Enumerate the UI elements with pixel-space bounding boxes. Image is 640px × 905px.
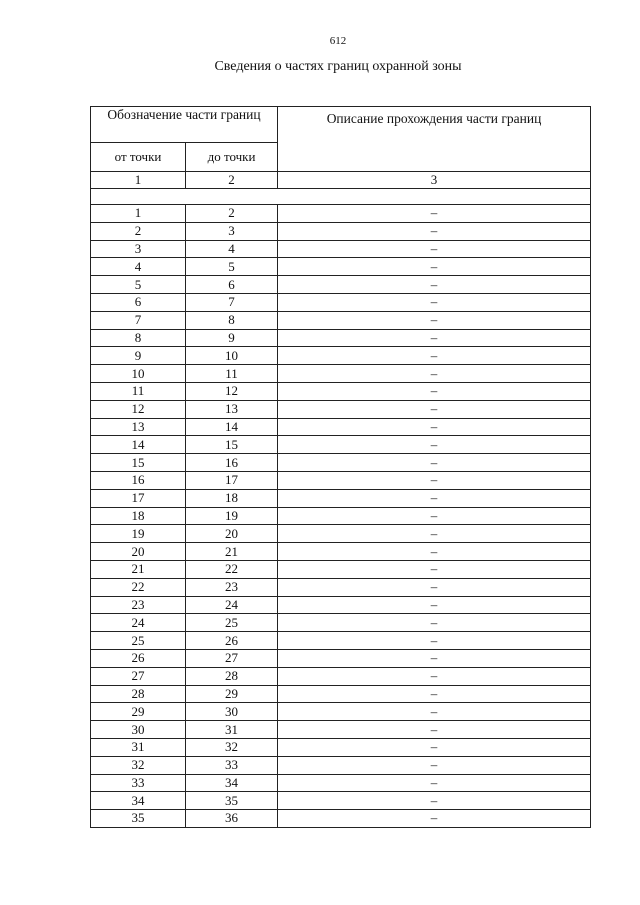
to-point-cell: 29: [186, 685, 278, 703]
to-point-cell: 24: [186, 596, 278, 614]
to-point-cell: 19: [186, 507, 278, 525]
description-cell: –: [278, 543, 591, 561]
description-cell: –: [278, 649, 591, 667]
table-row: [91, 347, 591, 365]
from-point-cell: 17: [91, 489, 186, 507]
from-point-cell: 19: [91, 525, 186, 543]
description-cell: –: [278, 240, 591, 258]
to-point-cell: 34: [186, 774, 278, 792]
from-point-cell: 26: [91, 649, 186, 667]
from-point-cell: 5: [91, 276, 186, 294]
description-cell: –: [278, 578, 591, 596]
table-row: [91, 507, 591, 525]
table-row: [91, 489, 591, 507]
to-point-cell: 22: [186, 560, 278, 578]
description-cell: –: [278, 525, 591, 543]
description-cell: –: [278, 400, 591, 418]
table-row: [91, 382, 591, 400]
description-cell: –: [278, 471, 591, 489]
table-row: [91, 543, 591, 561]
to-point-cell: 14: [186, 418, 278, 436]
to-point-cell: 12: [186, 382, 278, 400]
description-cell: –: [278, 632, 591, 650]
table-row: [91, 471, 591, 489]
table-row: [91, 311, 591, 329]
description-cell: –: [278, 560, 591, 578]
description-cell: –: [278, 614, 591, 632]
from-point-cell: 16: [91, 471, 186, 489]
description-cell: –: [278, 382, 591, 400]
column-number: 3: [278, 172, 591, 189]
table-row: [91, 649, 591, 667]
to-point-cell: 18: [186, 489, 278, 507]
table-row: [91, 400, 591, 418]
table-row: [91, 525, 591, 543]
to-point-cell: 3: [186, 222, 278, 240]
from-point-cell: 28: [91, 685, 186, 703]
from-point-cell: 13: [91, 418, 186, 436]
description-cell: –: [278, 436, 591, 454]
to-point-cell: 10: [186, 347, 278, 365]
from-point-cell: 15: [91, 454, 186, 472]
from-point-cell: 14: [91, 436, 186, 454]
header-boundary-part: Обозначение части границ: [91, 107, 278, 143]
description-cell: –: [278, 721, 591, 739]
header-from-point: от точки: [91, 143, 186, 172]
from-point-cell: 25: [91, 632, 186, 650]
to-point-cell: 25: [186, 614, 278, 632]
table-row: [91, 756, 591, 774]
header-to-point: до точки: [186, 143, 278, 172]
description-cell: –: [278, 810, 591, 828]
description-cell: –: [278, 222, 591, 240]
description-cell: –: [278, 454, 591, 472]
from-point-cell: 9: [91, 347, 186, 365]
description-cell: –: [278, 329, 591, 347]
to-point-cell: 35: [186, 792, 278, 810]
table-row: [91, 418, 591, 436]
table-row: [91, 792, 591, 810]
from-point-cell: 35: [91, 810, 186, 828]
from-point-cell: 23: [91, 596, 186, 614]
from-point-cell: 24: [91, 614, 186, 632]
page-number: 612: [329, 35, 347, 47]
table-row: [91, 721, 591, 739]
from-point-cell: 29: [91, 703, 186, 721]
to-point-cell: 8: [186, 311, 278, 329]
from-point-cell: 21: [91, 560, 186, 578]
table-row: [91, 632, 591, 650]
description-cell: –: [278, 365, 591, 383]
description-cell: –: [278, 418, 591, 436]
from-point-cell: 3: [91, 240, 186, 258]
to-point-cell: 15: [186, 436, 278, 454]
table-row: [91, 276, 591, 294]
to-point-cell: 32: [186, 738, 278, 756]
from-point-cell: 27: [91, 667, 186, 685]
table-row: [91, 293, 591, 311]
to-point-cell: 4: [186, 240, 278, 258]
description-cell: –: [278, 311, 591, 329]
to-point-cell: 21: [186, 543, 278, 561]
table-row: [91, 240, 591, 258]
to-point-cell: 27: [186, 649, 278, 667]
table-row: [91, 685, 591, 703]
to-point-cell: 17: [186, 471, 278, 489]
from-point-cell: 30: [91, 721, 186, 739]
table-row: [91, 258, 591, 276]
from-point-cell: 4: [91, 258, 186, 276]
table-row: [91, 614, 591, 632]
from-point-cell: 12: [91, 400, 186, 418]
description-cell: –: [278, 756, 591, 774]
from-point-cell: 33: [91, 774, 186, 792]
description-cell: –: [278, 489, 591, 507]
description-cell: –: [278, 685, 591, 703]
table-row: [91, 436, 591, 454]
to-point-cell: 13: [186, 400, 278, 418]
from-point-cell: 31: [91, 738, 186, 756]
from-point-cell: 32: [91, 756, 186, 774]
description-cell: –: [278, 293, 591, 311]
to-point-cell: 7: [186, 293, 278, 311]
table-row: [91, 774, 591, 792]
to-point-cell: 11: [186, 365, 278, 383]
description-cell: –: [278, 276, 591, 294]
to-point-cell: 5: [186, 258, 278, 276]
separator-row: [91, 189, 591, 205]
column-number: 1: [91, 172, 186, 189]
table-row: [91, 667, 591, 685]
description-cell: –: [278, 596, 591, 614]
description-cell: –: [278, 792, 591, 810]
from-point-cell: 20: [91, 543, 186, 561]
document-title: Сведения о частях границ охранной зоны: [214, 59, 462, 74]
description-cell: –: [278, 774, 591, 792]
table-row: [91, 703, 591, 721]
table-body: [91, 205, 591, 828]
boundary-parts-table: [90, 106, 591, 828]
to-point-cell: 16: [186, 454, 278, 472]
from-point-cell: 34: [91, 792, 186, 810]
to-point-cell: 20: [186, 525, 278, 543]
to-point-cell: 2: [186, 205, 278, 223]
to-point-cell: 23: [186, 578, 278, 596]
to-point-cell: 30: [186, 703, 278, 721]
from-point-cell: 11: [91, 382, 186, 400]
table-row: [91, 578, 591, 596]
table-row: [91, 454, 591, 472]
table-row: [91, 329, 591, 347]
to-point-cell: 6: [186, 276, 278, 294]
table-row: [91, 738, 591, 756]
column-number: 2: [186, 172, 278, 189]
description-cell: –: [278, 205, 591, 223]
table-row: [91, 365, 591, 383]
table-row: [91, 560, 591, 578]
description-cell: –: [278, 667, 591, 685]
from-point-cell: 10: [91, 365, 186, 383]
description-cell: –: [278, 258, 591, 276]
from-point-cell: 1: [91, 205, 186, 223]
from-point-cell: 8: [91, 329, 186, 347]
table-row: [91, 596, 591, 614]
to-point-cell: 33: [186, 756, 278, 774]
table-row: [91, 222, 591, 240]
to-point-cell: 9: [186, 329, 278, 347]
description-cell: –: [278, 347, 591, 365]
header-description: Описание прохождения части границ: [278, 107, 591, 172]
from-point-cell: 18: [91, 507, 186, 525]
from-point-cell: 22: [91, 578, 186, 596]
to-point-cell: 31: [186, 721, 278, 739]
from-point-cell: 7: [91, 311, 186, 329]
description-cell: –: [278, 703, 591, 721]
table-row: [91, 205, 591, 223]
to-point-cell: 26: [186, 632, 278, 650]
description-cell: –: [278, 507, 591, 525]
to-point-cell: 36: [186, 810, 278, 828]
description-cell: –: [278, 738, 591, 756]
table-row: [91, 810, 591, 828]
from-point-cell: 6: [91, 293, 186, 311]
from-point-cell: 2: [91, 222, 186, 240]
to-point-cell: 28: [186, 667, 278, 685]
